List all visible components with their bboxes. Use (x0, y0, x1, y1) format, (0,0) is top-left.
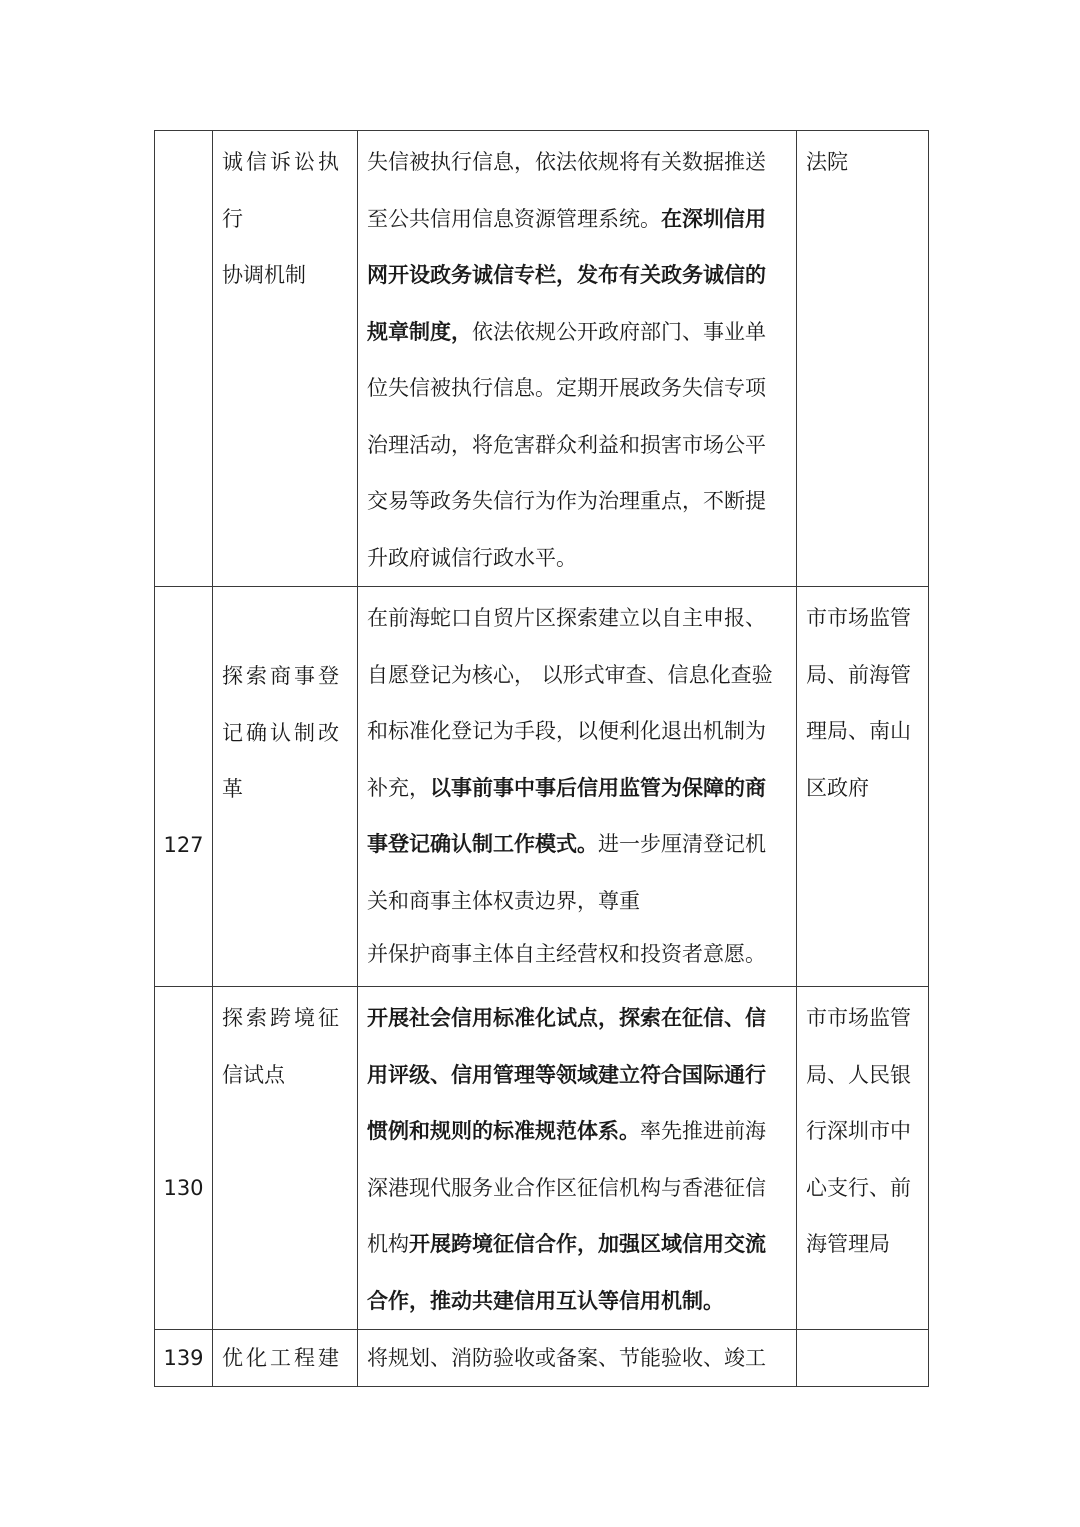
desc-line: 关和商事主体权责边界，尊重 (367, 888, 640, 913)
item-line: 信试点 (222, 1062, 285, 1087)
item-line: 探索商事登 (222, 664, 342, 688)
table-row (155, 587, 929, 987)
desc-line: 交易等政务失信行为作为治理重点，不断提 (367, 489, 766, 513)
dept-line: 行深圳市中 (806, 1119, 911, 1143)
dept-line: 心支行、前 (806, 1175, 911, 1200)
dept-line: 理局、南山 (806, 719, 911, 743)
table-row (155, 131, 929, 587)
desc-line: 事登记确认制工作模式。进一步厘清登记机 (367, 832, 766, 856)
bold-emphasis: 开展跨境征信合作，加强区域信用交流 (409, 1232, 766, 1256)
item-line: 诚信诉讼执 (222, 150, 342, 174)
bold-emphasis: 合作，推动共建信用互认等信用机制。 (367, 1288, 724, 1313)
desc-line: 深港现代服务业合作区征信机构与香港征信 (367, 1175, 766, 1200)
desc-line: 机构开展跨境征信合作，加强区域信用交流 (367, 1232, 766, 1256)
responsible-dept (797, 587, 929, 987)
item-description (358, 131, 797, 587)
item-name (213, 1330, 358, 1387)
item-line: 探索跨境征 (222, 1006, 342, 1030)
table-row (155, 1330, 929, 1387)
item-name (213, 587, 358, 987)
dept-line: 海管理局 (806, 1232, 890, 1256)
dept-line: 局、人民银 (806, 1062, 911, 1087)
bold-emphasis: 开展社会信用标准化试点，探索在征信、信 (367, 1006, 766, 1030)
dept-line: 法院 (806, 150, 848, 174)
desc-line (367, 247, 788, 304)
desc-line: 和标准化登记为手段，以便利化退出机制为 (367, 719, 766, 743)
row-number: 139 (155, 1330, 213, 1387)
item-description (358, 987, 797, 1330)
item-line: 记确认制改 (222, 720, 342, 745)
dept-line: 区政府 (806, 775, 869, 800)
dept-line: 市市场监管 (806, 1006, 911, 1030)
desc-line (367, 1273, 788, 1330)
desc-line: 自愿登记为核心， 以形式审查、信息化查验 (367, 662, 773, 687)
dept-line: 市市场监管 (806, 606, 911, 630)
desc-line: 治理活动，将危害群众利益和损害市场公平 (367, 432, 766, 457)
bold-emphasis: 惯例和规则的标准规范体系。 (367, 1119, 640, 1143)
row-number: 130 (155, 987, 213, 1330)
desc-line: 至公共信用信息资源管理系统。在深圳信用 (367, 206, 766, 231)
bold-emphasis: 规章制度， (367, 319, 472, 344)
row-number (155, 131, 213, 587)
item-line: 行 (222, 206, 246, 231)
desc-line: 在前海蛇口自贸片区探索建立以自主申报、 (367, 606, 766, 630)
desc-line (367, 1047, 788, 1104)
item-line: 革 (222, 777, 246, 801)
responsible-dept (797, 131, 929, 587)
desc-line: 升政府诚信行政水平。 (367, 545, 577, 570)
responsible-dept (797, 987, 929, 1330)
bold-emphasis: 事登记确认制工作模式。 (367, 832, 598, 856)
desc-line: 补充，以事前事中事后信用监管为保障的商 (367, 775, 766, 800)
item-line: 优化工程建 (222, 1346, 342, 1370)
bold-emphasis: 以事前事中事后信用监管为保障的商 (430, 775, 766, 800)
bold-emphasis: 在深圳信用 (661, 206, 766, 231)
item-name (213, 987, 358, 1330)
desc-line: 规章制度，依法依规公开政府部门、事业单 (367, 319, 766, 344)
item-description (358, 587, 797, 987)
policy-table (154, 130, 929, 1387)
desc-line: 并保护商事主体自主经营权和投资者意愿。 (367, 942, 766, 966)
row-number: 127 (155, 587, 213, 987)
desc-line: 位失信被执行信息。定期开展政务失信专项 (367, 376, 766, 400)
item-line: 协调机制 (222, 263, 306, 287)
dept-line: 局、前海管 (806, 662, 911, 687)
desc-line: 将规划、消防验收或备案、节能验收、竣工 (367, 1346, 766, 1370)
desc-line: 失信被执行信息，依法依规将有关数据推送 (367, 150, 766, 174)
bold-emphasis: 用评级、信用管理等领域建立符合国际通行 (367, 1062, 766, 1087)
bold-emphasis: 网开设政务诚信专栏，发布有关政务诚信的 (367, 263, 766, 287)
desc-line: 惯例和规则的标准规范体系。率先推进前海 (367, 1119, 766, 1143)
item-description (358, 1330, 797, 1387)
responsible-dept (797, 1330, 929, 1387)
table-row (155, 987, 929, 1330)
item-name (213, 131, 358, 587)
desc-line (367, 990, 788, 1047)
